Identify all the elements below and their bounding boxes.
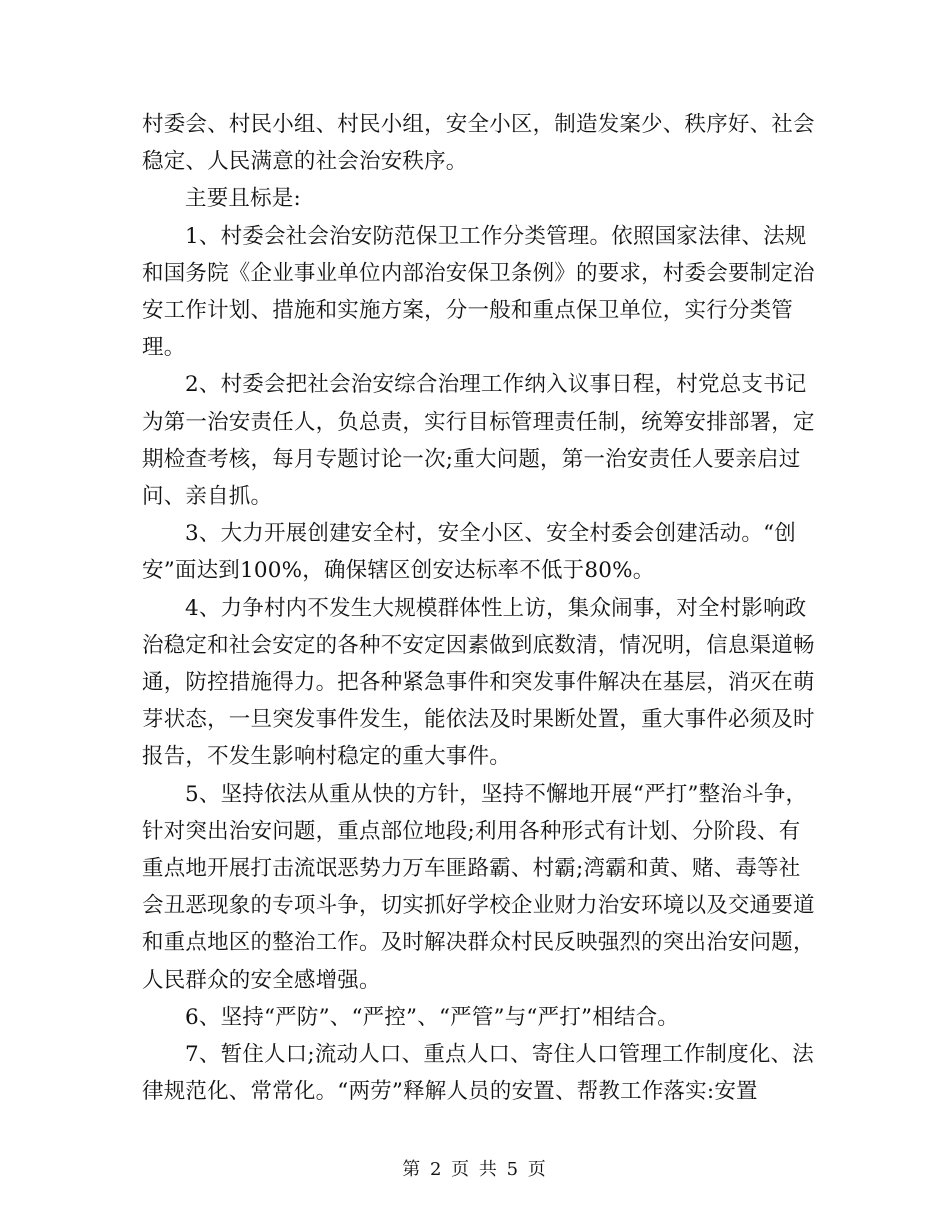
paragraph-item-3: 3、大力开展创建安全村，安全小区、安全村委会创建活动。“创安”面达到100%，确保辖区创安达标率不低于80%。: [142, 521, 796, 584]
paragraph-item-2: 2、村委会把社会治安综合治理工作纳入议事日程，村党总支书记为第一治安责任人，负总责，实行目标管理责任制，统筹安排部署，定期检查考核，每月专题讨论一次;重大问题，第一治安责任人要亲启过问、亲自抓。: [142, 372, 815, 510]
paragraph-continuation: 村委会、村民小组、村民小组，安全小区，制造发案少、秩序好、社会稳定、人民满意的社会治安秩序。: [142, 112, 815, 175]
paragraph-item-5: 5、坚持依法从重从快的方针，坚持不懈地开展“严打”整治斗争，针对突出治安问题，重点部位地段;利用各种形式有计划、分阶段、有重点地开展打击流氓恶势力万车匪路霸、村霸;湾霸和黄、赌、毒等社会丑恶现象的专项斗争，切实抓好学校企业财力治安环境以及交通要道和重点地区的整治工作。及时解决群众村民反映强烈的突出治安问题，人民群众的安全感增强。: [142, 781, 815, 993]
paragraph-main-goals-heading: 主要且标是:: [185, 186, 301, 212]
paragraph-item-4: 4、力争村内不发生大规模群体性上访，集众闹事，对全村影响政治稳定和社会安定的各种不安定因素做到底数清，情况明，信息渠道畅通，防控措施得力。把各种紧急事件和突发事件解决在基层，消灭在萌芽状态，一旦突发事件发生，能依法及时果断处置，重大事件必须及时报告，不发生影响村稳定的重大事件。: [142, 595, 815, 770]
paragraph-item-6: 6、坚持“严防”、“严控”、“严管”与“严打”相结合。: [185, 1004, 680, 1030]
page-number-footer: 第 2 页 共 5 页: [402, 1159, 548, 1180]
document-body: [142, 106, 822, 1110]
paragraph-item-1: 1、村委会社会治安防范保卫工作分类管理。依照国家法律、法规和国务院《企业事业单位内部治安保卫条例》的要求，村委会要制定治安工作计划、措施和实施方案，分一般和重点保卫单位，实行分类管理。: [142, 223, 815, 361]
paragraph-item-7: 7、暂住人口;流动人口、重点人口、寄住人口管理工作制度化、法律规范化、常常化。“两劳”释解人员的安置、帮教工作落实:安置: [142, 1042, 814, 1105]
